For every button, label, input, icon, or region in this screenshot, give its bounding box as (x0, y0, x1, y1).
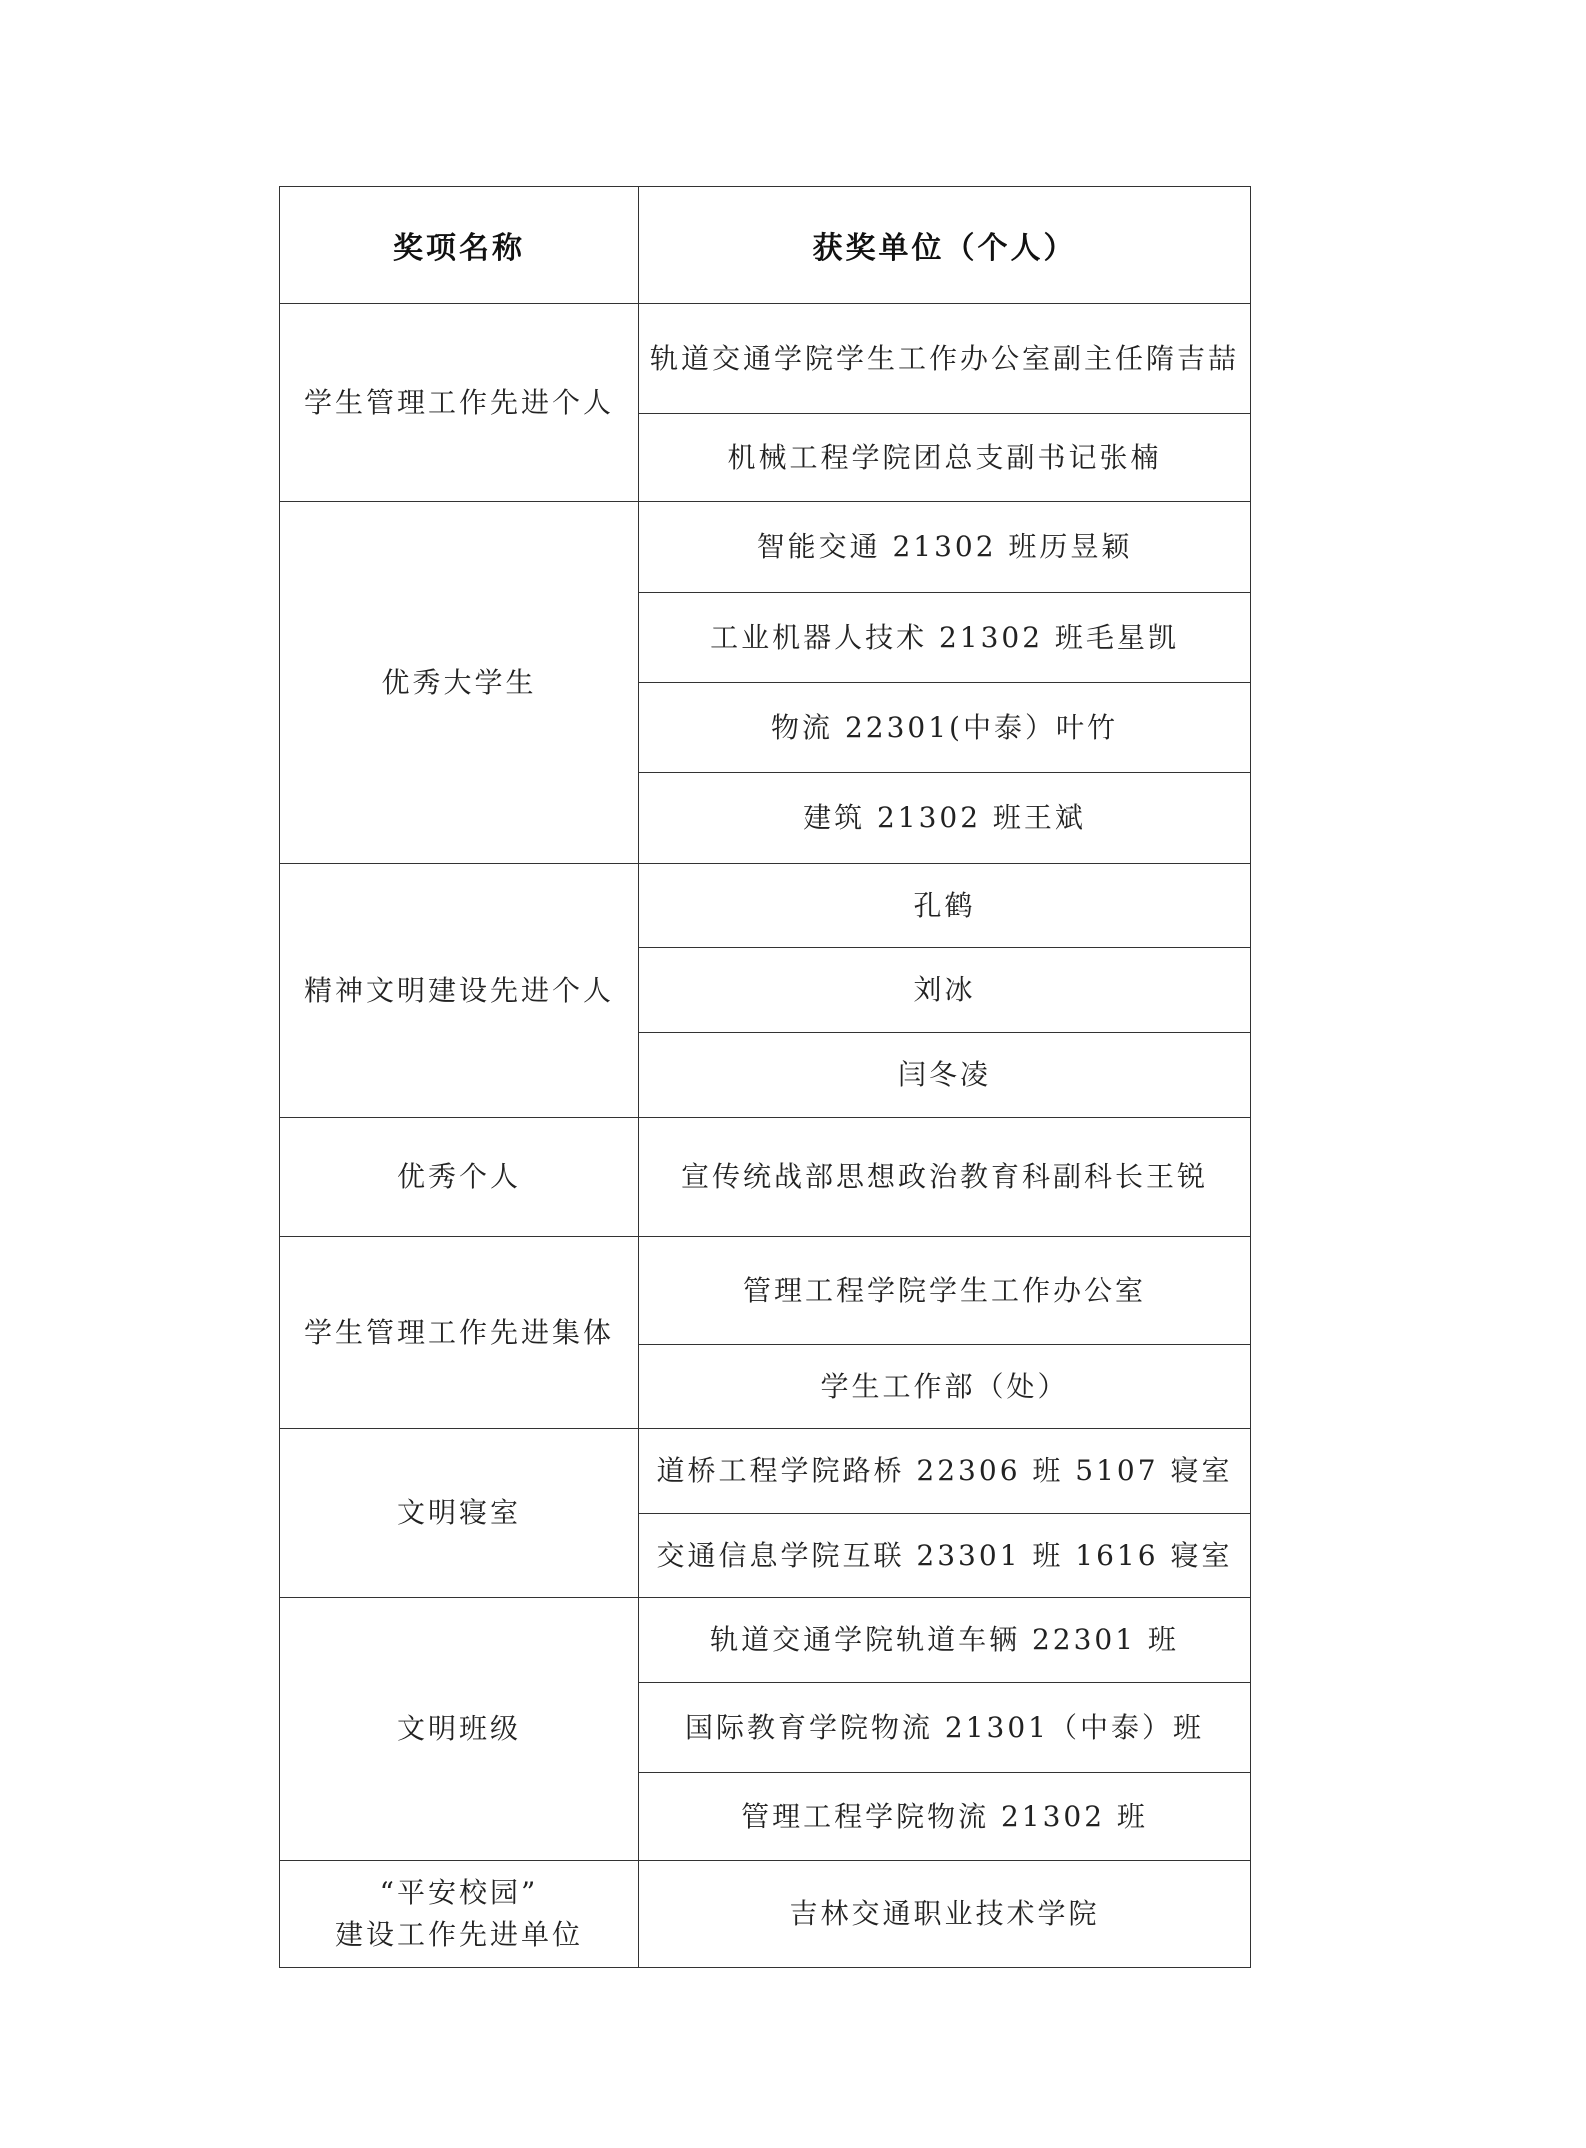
winner-cell: 工业机器人技术 21302 班毛星凯 (639, 593, 1251, 683)
header-winner: 获奖单位（个人） (639, 187, 1251, 304)
award-name-cell (280, 1429, 639, 1598)
winner-cell: 闫冬凌 (639, 1033, 1251, 1118)
winner-cell: 宣传统战部思想政治教育科副科长王锐 (639, 1118, 1251, 1237)
winner-cell: 吉林交通职业技术学院 (639, 1861, 1251, 1968)
winner-cell: 交通信息学院互联 23301 班 1616 寝室 (639, 1514, 1251, 1598)
winner-cell: 管理工程学院学生工作办公室 (639, 1237, 1251, 1345)
award-name: 文明班级 (396, 1712, 521, 1745)
winner-cell: 国际教育学院物流 21301（中泰）班 (639, 1683, 1251, 1773)
winner-cell: 建筑 21302 班王斌 (639, 773, 1251, 864)
winner-cell: 管理工程学院物流 21302 班 (639, 1773, 1251, 1861)
award-name-cell (280, 1237, 639, 1429)
winner-cell: 孔鹤 (639, 864, 1251, 948)
table-row (280, 1598, 1251, 1683)
award-name-cell (280, 1861, 639, 1968)
award-name: 学生管理工作先进集体 (303, 1315, 614, 1349)
award-name: 建设工作先进单位 (334, 1918, 583, 1951)
table-row (280, 304, 1251, 414)
winner-cell: 物流 22301(中泰）叶竹 (639, 683, 1251, 773)
winner-cell: 机械工程学院团总支副书记张楠 (639, 414, 1251, 502)
award-name: 文明寝室 (396, 1496, 521, 1529)
table-row (280, 1861, 1251, 1968)
winner-cell: 刘冰 (639, 948, 1251, 1033)
winner-cell: 学生工作部（处） (639, 1345, 1251, 1429)
award-name-cell (280, 304, 639, 502)
award-name: “平安校园” (379, 1876, 539, 1909)
table-row (280, 1118, 1251, 1237)
award-name-cell (280, 1598, 639, 1861)
winner-cell: 轨道交通学院轨道车辆 22301 班 (639, 1598, 1251, 1683)
winner-cell: 轨道交通学院学生工作办公室副主任隋吉喆 (639, 304, 1251, 414)
award-name-cell (280, 864, 639, 1118)
award-name: 优秀个人 (396, 1160, 521, 1193)
award-name: 精神文明建设先进个人 (303, 973, 614, 1007)
header-award-name: 奖项名称 (280, 187, 639, 304)
table-header-row (280, 187, 1251, 304)
table-row (280, 502, 1251, 593)
table-row (280, 864, 1251, 948)
table-row (280, 1237, 1251, 1345)
table-row (280, 1429, 1251, 1514)
award-name-cell (280, 1118, 639, 1237)
winner-cell: 道桥工程学院路桥 22306 班 5107 寝室 (639, 1429, 1251, 1514)
award-name: 学生管理工作先进个人 (303, 385, 614, 419)
award-name-cell (280, 502, 639, 864)
awards-table (279, 186, 1251, 1968)
winner-cell: 智能交通 21302 班历昱颖 (639, 502, 1251, 593)
award-name: 优秀大学生 (381, 665, 537, 699)
